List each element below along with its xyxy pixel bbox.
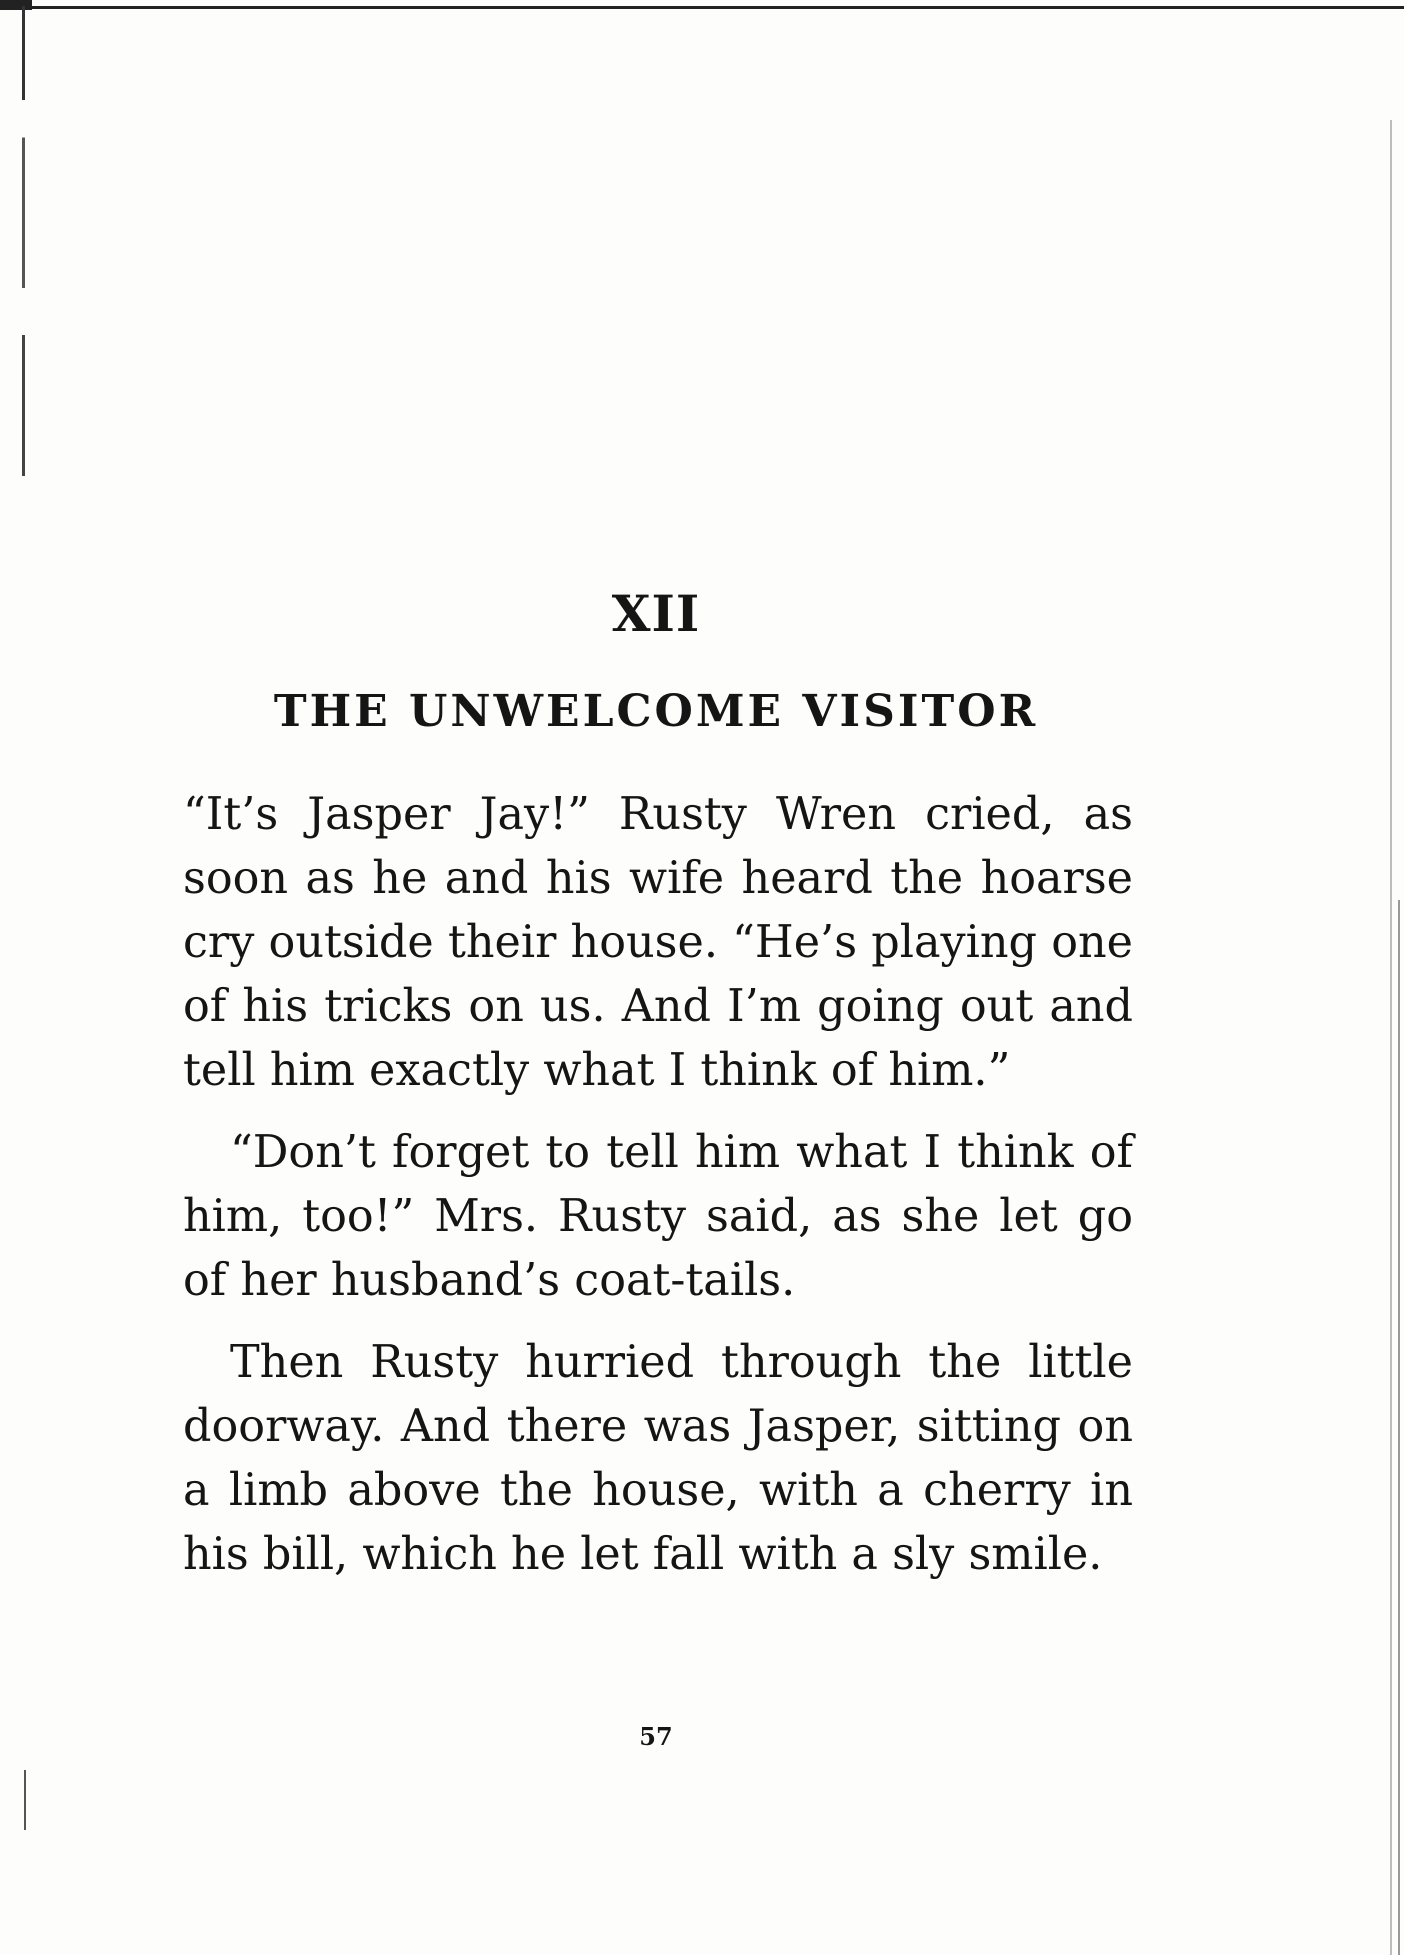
paragraph-2: “Don’t forget to tell him what I think of him, too!” Mrs. Rusty said, as she let go of her husband’s coat-tails. — [183, 1127, 1133, 1306]
scan-left-edge-mark — [24, 1770, 26, 1830]
scan-right-edge-outer — [1398, 900, 1400, 1955]
paragraph-1: “It’s Jasper Jay!” Rusty Wren cried, as soon as he and his wife heard the hoarse cry outside their house. “He’s playing one of his tricks on us. And I’m going out and tell him exactly what I think of him.” — [183, 789, 1133, 1096]
paragraph-3: Then Rusty hurried through the little doorway. And there was Jasper, sitting on a limb above the house, with a cherry in his bill, which he let fall with a sly smile. — [183, 1337, 1133, 1580]
chapter-number: XII — [611, 584, 701, 643]
scan-right-edge — [1390, 120, 1392, 1955]
chapter-body — [183, 783, 1133, 1605]
chapter-title: THE UNWELCOME VISITOR — [273, 686, 1039, 737]
page-number: 57 — [639, 1722, 673, 1751]
scan-top-edge — [0, 6, 1404, 9]
scan-left-edge — [22, 6, 25, 476]
